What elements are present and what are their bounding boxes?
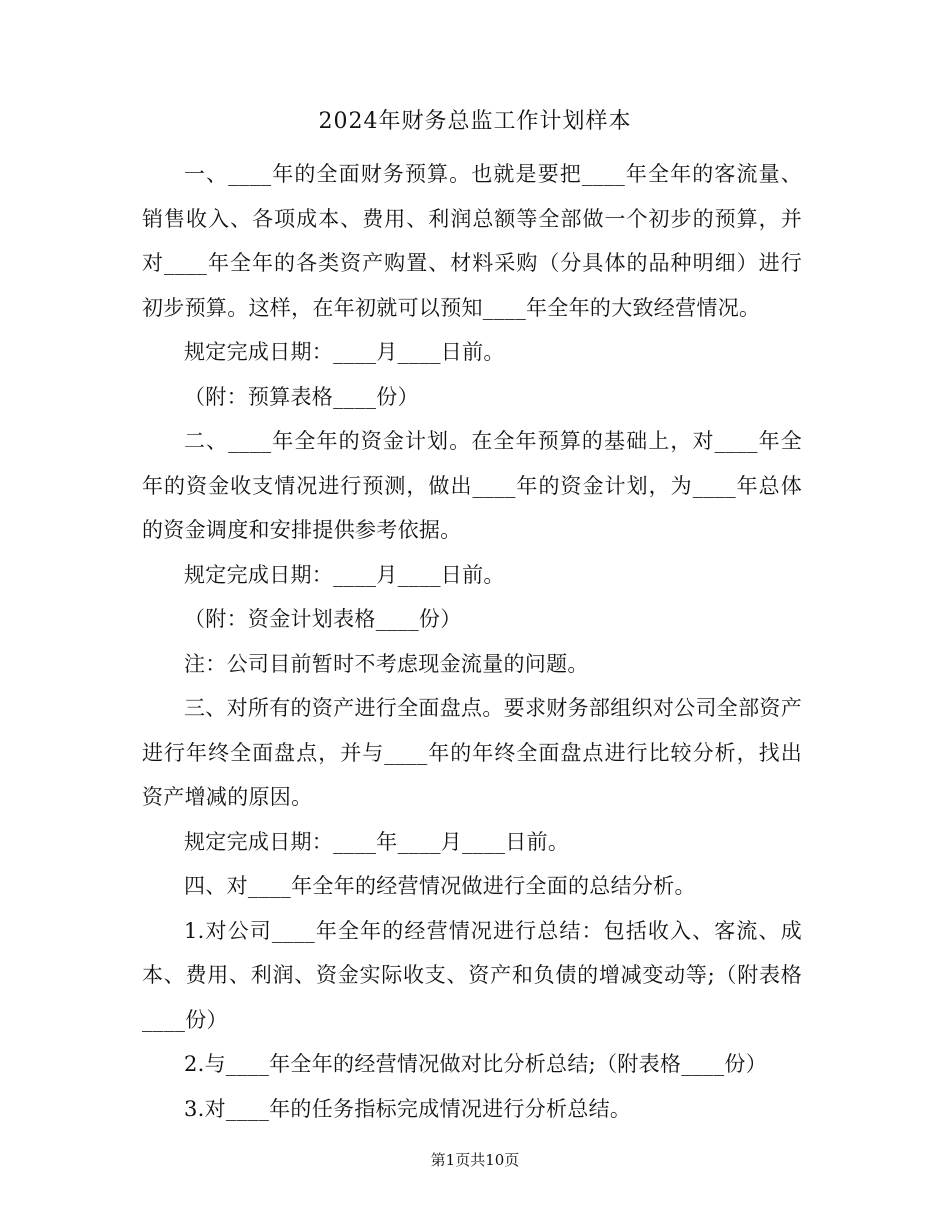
paragraph-5: 规定完成日期：____月____日前。 bbox=[184, 562, 505, 587]
paragraph-7: 注：公司目前暂时不考虑现金流量的问题。 bbox=[184, 651, 589, 676]
paragraph-11: 1.对公司____年全年的经营情况进行总结：包括收入、客流、成本、费用、利润、资金实际收支、资产和负债的增减变动等;（附表格____份） bbox=[142, 918, 802, 1032]
document-body bbox=[142, 152, 802, 1131]
paragraph-4: 二、____年全年的资金计划。在全年预算的基础上，对____年全年的资金收支情况进行预测，做出____年的资金计划，为____年总体的资金调度和安排提供参考依据。 bbox=[142, 429, 802, 542]
paragraph-3: （附：预算表格____份） bbox=[184, 384, 419, 409]
paragraph-6: （附：资金计划表格____份） bbox=[184, 607, 462, 631]
paragraph-13: 3.对____年的任务指标完成情况进行分析总结。 bbox=[184, 1096, 632, 1121]
paragraph-9: 规定完成日期：____年____月____日前。 bbox=[184, 829, 570, 854]
paragraph-8: 三、对所有的资产进行全面盘点。要求财务部组织对公司全部资产进行年终全面盘点，并与____年的年终全面盘点进行比较分析，找出资产增减的原因。 bbox=[142, 696, 802, 809]
page-number-footer: 第1页共10页 bbox=[430, 1151, 520, 1169]
paragraph-2: 规定完成日期：____月____日前。 bbox=[184, 340, 505, 364]
paragraph-12: 2.与____年全年的经营情况做对比分析总结;（附表格____份） bbox=[184, 1052, 768, 1076]
paragraph-1: 一、____年的全面财务预算。也就是要把____年全年的客流量、销售收入、各项成本、费用、利润总额等全部做一个初步的预算，并对____年全年的各类资产购置、材料采购（分具体的品种明细）进行初步预算。这样，在年初就可以预知____年全年的大致经营情况。 bbox=[142, 162, 802, 320]
paragraph-10: 四、对____年全年的经营情况做进行全面的总结分析。 bbox=[184, 874, 696, 898]
document-title: 2024年财务总监工作计划样本 bbox=[318, 109, 632, 134]
